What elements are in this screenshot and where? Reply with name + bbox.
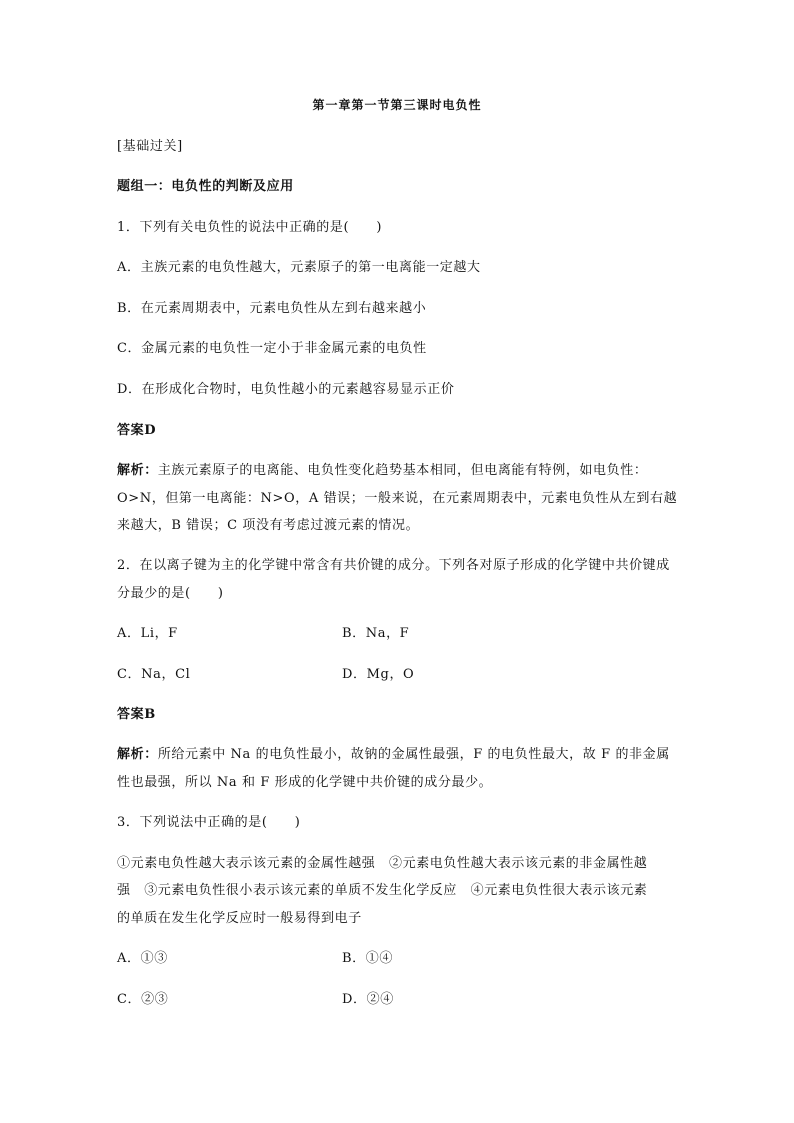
analysis-label: 解析： bbox=[117, 747, 158, 762]
q2-stem-line1: 2．在以离子键为主的化学键中常含有共价键的成分。下列各对原子形成的化学键中共价键成 bbox=[117, 558, 670, 573]
answer-label: 答案 bbox=[117, 707, 145, 722]
document-title: 第一章第一节第三课时电负性 bbox=[312, 98, 482, 112]
q1-analysis-line3: 来越大，B 错误；C 项没有考虑过渡元素的情况。 bbox=[117, 518, 420, 533]
q2-analysis-line2: 性也最强，所以 Na 和 F 形成的化学键中共价键的成分最少。 bbox=[117, 775, 493, 790]
analysis-label: 解析： bbox=[117, 463, 158, 478]
answer-value: B bbox=[144, 707, 156, 722]
q3-body-line2: 强 ③元素电负性很小表示该元素的单质不发生化学反应 ④元素电负性很大表示该元素 bbox=[117, 883, 648, 898]
q3-option-a: A．①③ bbox=[117, 951, 168, 966]
answer-value: D bbox=[144, 423, 157, 438]
q2-analysis-line1 bbox=[117, 746, 670, 764]
q1-answer bbox=[117, 422, 156, 440]
analysis-text: 所给元素中 Na 的电负性最小，故钠的金属性最强，F 的电负性最大，故 F 的非金属 bbox=[157, 747, 670, 762]
q3-body-line1: ①元素电负性越大表示该元素的金属性越强 ②元素电负性越大表示该元素的非金属性越 bbox=[117, 856, 648, 871]
q3-body-line3: 的单质在发生化学反应时一般易得到电子 bbox=[117, 911, 362, 926]
analysis-text: 主族元素原子的电离能、电负性变化趋势基本相同，但电离能有特例，如电负性： bbox=[157, 463, 648, 478]
q3-option-d: D．②④ bbox=[342, 992, 394, 1007]
q2-option-c: C．Na，Cl bbox=[117, 667, 191, 682]
answer-label: 答案 bbox=[117, 423, 145, 438]
q2-option-a: A．Li，F bbox=[117, 626, 178, 641]
section-label: [基础过关] bbox=[117, 139, 183, 154]
q3-option-b: B．①④ bbox=[342, 951, 393, 966]
q1-option-a: A．主族元素的电负性越大，元素原子的第一电离能一定越大 bbox=[117, 260, 481, 275]
q2-option-b: B．Na，F bbox=[342, 626, 410, 641]
q3-option-c: C．②③ bbox=[117, 992, 169, 1007]
group-title: 题组一：电负性的判断及应用 bbox=[117, 179, 294, 194]
q1-analysis-line2: O>N，但第一电离能：N>O，A 错误；一般来说，在元素周期表中，元素电负性从左到右越 bbox=[117, 491, 678, 506]
q2-stem-line2: 分最少的是( ) bbox=[117, 586, 224, 601]
q1-analysis-line1 bbox=[117, 462, 647, 480]
q2-option-d: D．Mg，O bbox=[342, 667, 415, 682]
q1-stem: 1．下列有关电负性的说法中正确的是( ) bbox=[117, 220, 383, 235]
q2-answer bbox=[117, 706, 156, 724]
q3-stem: 3．下列说法中正确的是( ) bbox=[117, 815, 301, 830]
q1-option-d: D．在形成化合物时，电负性越小的元素越容易显示正价 bbox=[117, 382, 455, 397]
q1-option-c: C．金属元素的电负性一定小于非金属元素的电负性 bbox=[117, 341, 427, 356]
q1-option-b: B．在元素周期表中，元素电负性从左到右越来越小 bbox=[117, 301, 427, 316]
